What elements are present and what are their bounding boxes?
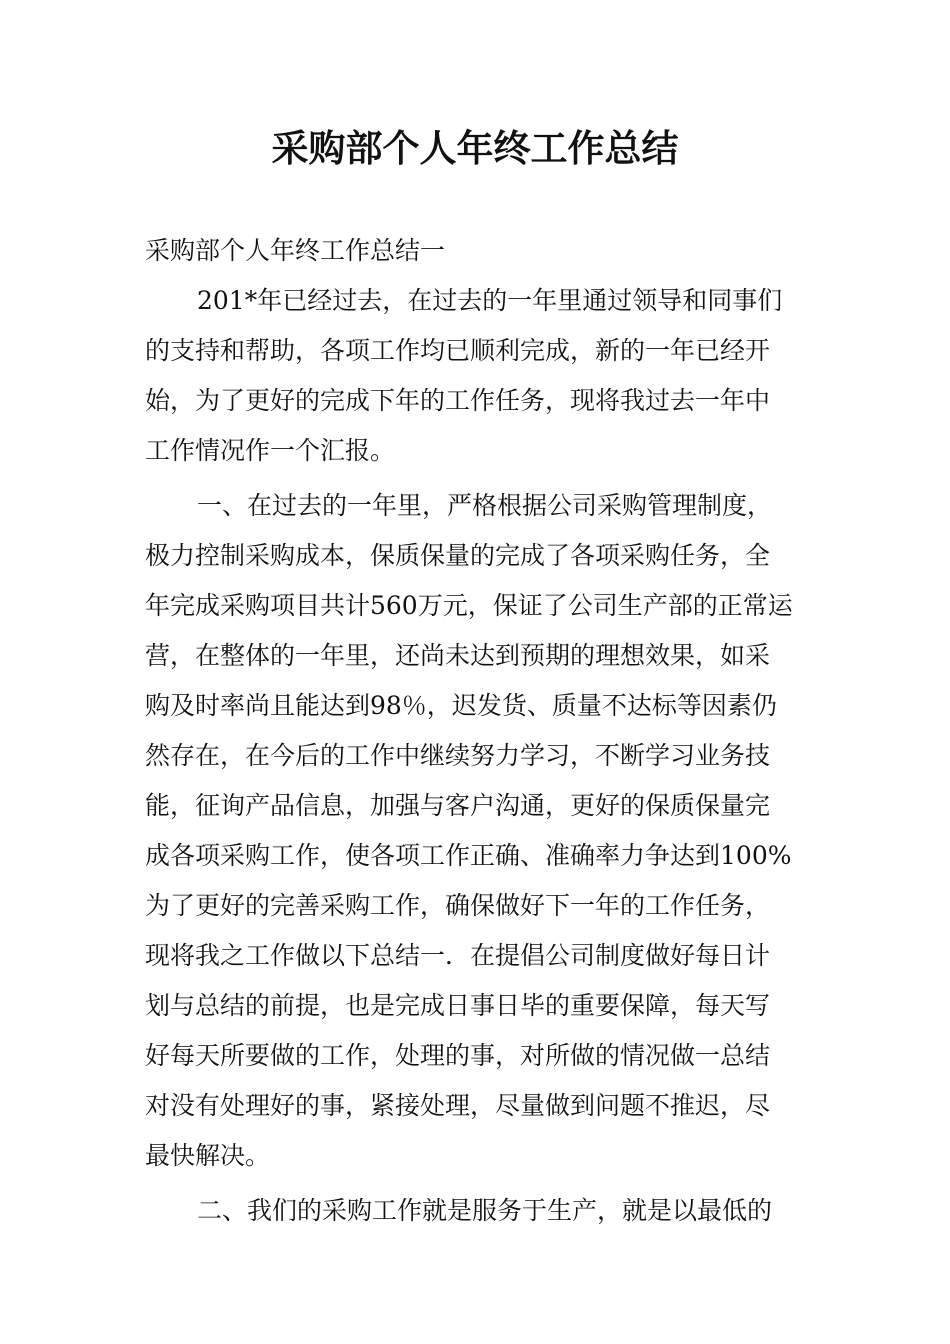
paragraph-line: 对没有处理好的事，紧接处理，尽量做到问题不推迟，尽 [145, 1091, 771, 1120]
paragraph-line: 购及时率尚且能达到98％，迟发货、质量不达标等因素仍 [145, 691, 777, 720]
paragraph-section-one [145, 481, 810, 1181]
paragraph-line: 好每天所要做的工作，处理的事，对所做的情况做一总结 [145, 1041, 771, 1070]
paragraph-line: 现将我之工作做以下总结一．在提倡公司制度做好每日计 [145, 941, 771, 970]
document-body [145, 226, 810, 1236]
paragraph-line: 能，征询产品信息，加强与客户沟通，更好的保质保量完 [145, 791, 771, 820]
paragraph-line: 然存在，在今后的工作中继续努力学习，不断学习业务技 [145, 741, 771, 770]
paragraph-line: 201*年已经过去，在过去的一年里通过领导和同事们 [197, 286, 783, 315]
paragraph-section-two [145, 1186, 810, 1236]
paragraph-line: 最快解决。 [145, 1141, 271, 1170]
paragraph-line: 工作情况作一个汇报。 [145, 436, 396, 465]
paragraph-line: 极力控制采购成本，保质保量的完成了各项采购任务，全 [145, 541, 771, 570]
paragraph-line: 成各项采购工作，使各项工作正确、准确率力争达到100% [145, 841, 792, 870]
paragraph-line: 划与总结的前提，也是完成日事日毕的重要保障，每天写 [145, 991, 771, 1020]
paragraph-line: 营，在整体的一年里，还尚未达到预期的理想效果，如采 [145, 641, 771, 670]
section-heading: 采购部个人年终工作总结一 [145, 236, 446, 265]
paragraph-line: 二、我们的采购工作就是服务于生产，就是以最低的 [197, 1196, 773, 1225]
paragraph-line: 年完成采购项目共计560万元，保证了公司生产部的正常运 [145, 591, 793, 620]
document-title: 采购部个人年终工作总结 [271, 127, 679, 170]
paragraph-line: 一、在过去的一年里，严格根据公司采购管理制度， [197, 491, 773, 520]
paragraph-intro [145, 276, 810, 476]
paragraph-line: 的支持和帮助，各项工作均已顺利完成，新的一年已经开 [145, 336, 771, 365]
paragraph-line: 为了更好的完善采购工作，确保做好下一年的工作任务， [145, 891, 771, 920]
paragraph-line: 始，为了更好的完成下年的工作任务，现将我过去一年中 [145, 386, 771, 415]
